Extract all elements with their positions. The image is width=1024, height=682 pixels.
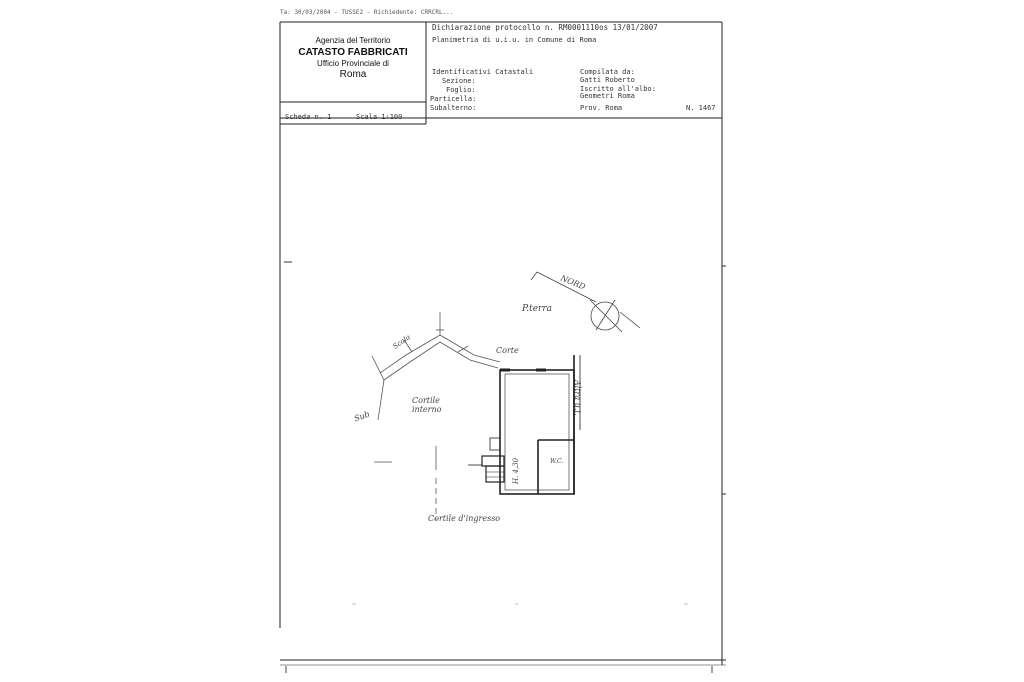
registration-number: N. 1467 (686, 104, 716, 112)
service-name: CATASTO FABBRICATI (298, 47, 408, 58)
albo-name: Geometri Roma (580, 92, 635, 100)
fax-header-strip: Ta: 30/03/2004 - TUSSE2 - Richiedente: CRRCRL... (280, 9, 454, 16)
compiler-name: Gatti Roberto (580, 76, 635, 84)
compiler-label: Compilata da: (580, 68, 635, 76)
corte-label: Corte (496, 346, 519, 355)
stair-label: Scala (391, 333, 412, 351)
branch-name: Ufficio Provinciale di (317, 59, 389, 68)
protocol-line: Dichiarazione protocollo n. RM0001110os 13/01/2007 (432, 23, 658, 32)
identifiers-heading: Identificativi Catastali (432, 68, 534, 76)
particella-label: Particella: (430, 95, 477, 103)
room-height-label: H. 4,30 (512, 457, 520, 484)
entry-stair (468, 438, 504, 482)
sheet-scale: Scala 1:100 (356, 113, 403, 121)
floor-label: P.terra (522, 304, 553, 314)
iscritto-label: Iscritto all'albo: (580, 85, 656, 93)
sheet-number: Scheda n. 1 (285, 113, 332, 121)
sezione-label: Sezione: (442, 77, 476, 85)
small-room-label: W.C. (550, 458, 564, 465)
agency-name: Agenzia del Territorio (315, 36, 391, 45)
subalterno-label: Subalterno: (430, 104, 477, 112)
other-units-label: Altra u.i. (573, 380, 582, 416)
office-block (282, 36, 424, 80)
access-label: Cortile d'ingresso (428, 514, 501, 523)
foglio-label: Foglio: (446, 86, 476, 94)
courtyard-label: Cortile interno (412, 396, 442, 414)
north-arrow (531, 272, 640, 332)
north-label: NORD (559, 273, 587, 292)
planimetry-line: Planimetria di u.i.u. in Comune di Roma (432, 36, 597, 44)
city-name: Roma (339, 69, 367, 80)
left-mark: Sub (352, 409, 371, 424)
province: Prov. Roma (580, 104, 623, 112)
